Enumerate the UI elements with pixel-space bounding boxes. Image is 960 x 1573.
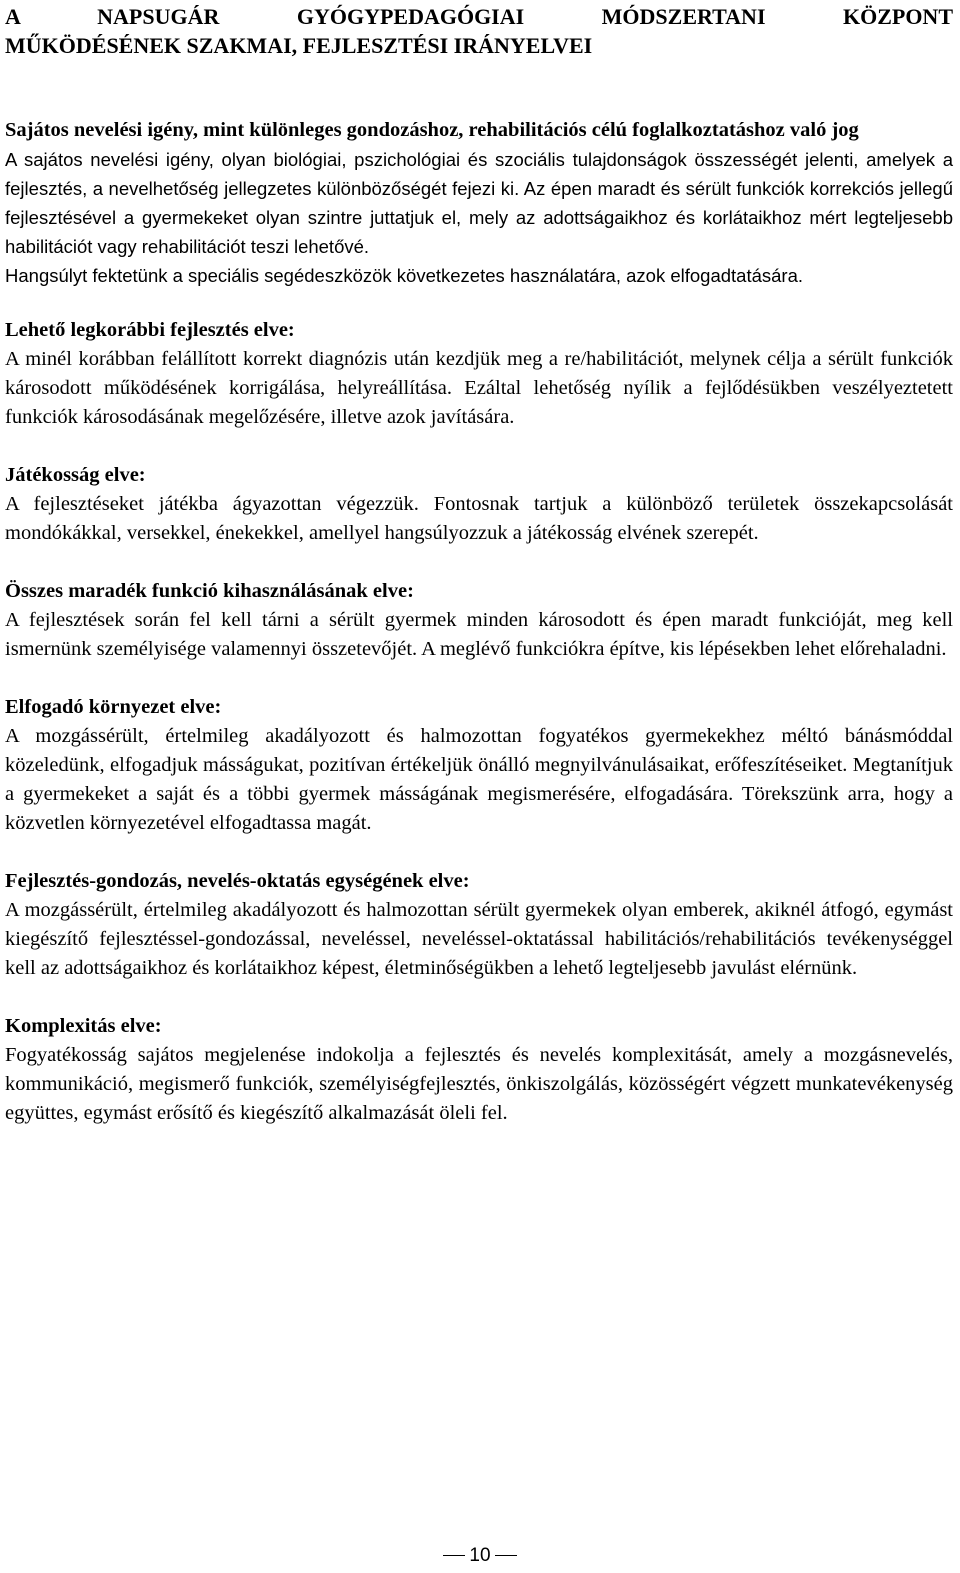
section-paragraph: Fogyatékosság sajátos megjelenése indokolja a fejlesztés és nevelés komplexitását, amely a mozgásnevelés, kommunikáció, megismerő funkciók, személyiségfejlesztés, önkiszolgálás, közösségért végzett munkatevékenység együttes, egymást erősítő és kiegészítő alkalmazását öleli fel. — [5, 1044, 953, 1124]
section-heading: Fejlesztés-gondozás, nevelés-oktatás egységének elve: — [5, 870, 470, 892]
section-playfulness — [5, 461, 953, 548]
section-heading: Játékosság elve: — [5, 464, 146, 486]
section-unity — [5, 867, 953, 983]
section-paragraph: Hangsúlyt fektetünk a speciális segédeszközök következetes használatára, azok elfogadtatására. — [5, 265, 804, 286]
section-paragraph: A mozgássérült, értelmileg akadályozott és halmozottan sérült gyermekek olyan emberek, akiknél átfogó, egymást kiegészítő fejlesztéssel-gondozással, neveléssel, neveléssel-oktatással habilitációs/rehabilitációs tevékenységgel kell az adottságaikhoz és korlátaikhoz képest, életminőségükben a lehető legteljesebb javulást elérnünk. — [5, 899, 953, 979]
section-paragraph: A minél korábban felállított korrekt diagnózis után kezdjük meg a re/habilitációt, melynek célja a sérült funkciók károsodott működésének korrigálása, helyreállítása. Ezáltal lehetőség nyílik a fejlődésükben veszélyeztetett funkciók károsodásának megelőzésére, illetve azok javítására. — [5, 348, 953, 428]
section-paragraph: A sajátos nevelési igény, olyan biológiai, pszichológiai és szociális tulajdonságok összességét jelenti, amelyek a fejlesztés, a nevelhetőség jellegzetes különbözőségét fejezi ki. Az épen maradt és sérült funkciók korrekciós jellegű fejlesztésével a gyermekeket olyan szintre juttatjuk el, mely az adottságaikhoz és korlátaikhoz mért legteljesebb habilitációt vagy rehabilitációt teszi lehetővé. — [5, 149, 953, 257]
section-paragraph: A fejlesztések során fel kell tárni a sérült gyermek minden károsodott és épen maradt funkcióját, meg kell ismernünk személyisége valamennyi összetevőjét. A meglévő funkciókra építve, kis lépésekben lehet előrehaladni. — [5, 609, 953, 660]
section-heading: Elfogadó környezet elve: — [5, 696, 222, 718]
section-paragraph: A mozgássérült, értelmileg akadályozott és halmozottan fogyatékos gyermekekhez méltó bánásmóddal közeledünk, elfogadjuk másságukat, pozitívan értékeljük önálló megnyilvánulásaikat, erőfeszítéseiket. Megtanítjuk a gyermekeket a saját és a többi gyermek másságának megismerésére, elfogadására. Törekszünk arra, hogy a közvetlen környezetével elfogadtassa magát. — [5, 725, 953, 834]
section-sni — [5, 116, 953, 290]
page-footer — [0, 1545, 960, 1567]
section-paragraph: A fejlesztéseket játékba ágyazottan végezzük. Fontosnak tartjuk a különböző területek összekapcsolását mondókákkal, versekkel, énekekkel, amellyel hangsúlyozzuk a játékosság elvének szerepét. — [5, 493, 953, 544]
document-title-line-1: A NAPSUGÁR GYÓGYPEDAGÓGIAI MÓDSZERTANI KÖZPONT — [5, 4, 953, 29]
section-complexity — [5, 1012, 953, 1128]
footer-dash-right — [495, 1555, 517, 1556]
document-page — [5, 0, 953, 1128]
section-heading: Komplexitás elve: — [5, 1015, 162, 1037]
section-accepting-environment — [5, 693, 953, 838]
document-title-line-2: MŰKÖDÉSÉNEK SZAKMAI, FEJLESZTÉSI IRÁNYELVEI — [5, 33, 593, 58]
page-number: 10 — [469, 1545, 491, 1566]
section-remaining-functions — [5, 577, 953, 664]
section-heading: Lehető legkorábbi fejlesztés elve: — [5, 319, 295, 341]
footer-dash-left — [443, 1555, 465, 1556]
section-heading: Összes maradék funkció kihasználásának elve: — [5, 580, 414, 602]
section-early-development — [5, 316, 953, 432]
section-heading: Sajátos nevelési igény, mint különleges gondozáshoz, rehabilitációs célú foglalkoztatáshoz való jog — [5, 119, 859, 141]
